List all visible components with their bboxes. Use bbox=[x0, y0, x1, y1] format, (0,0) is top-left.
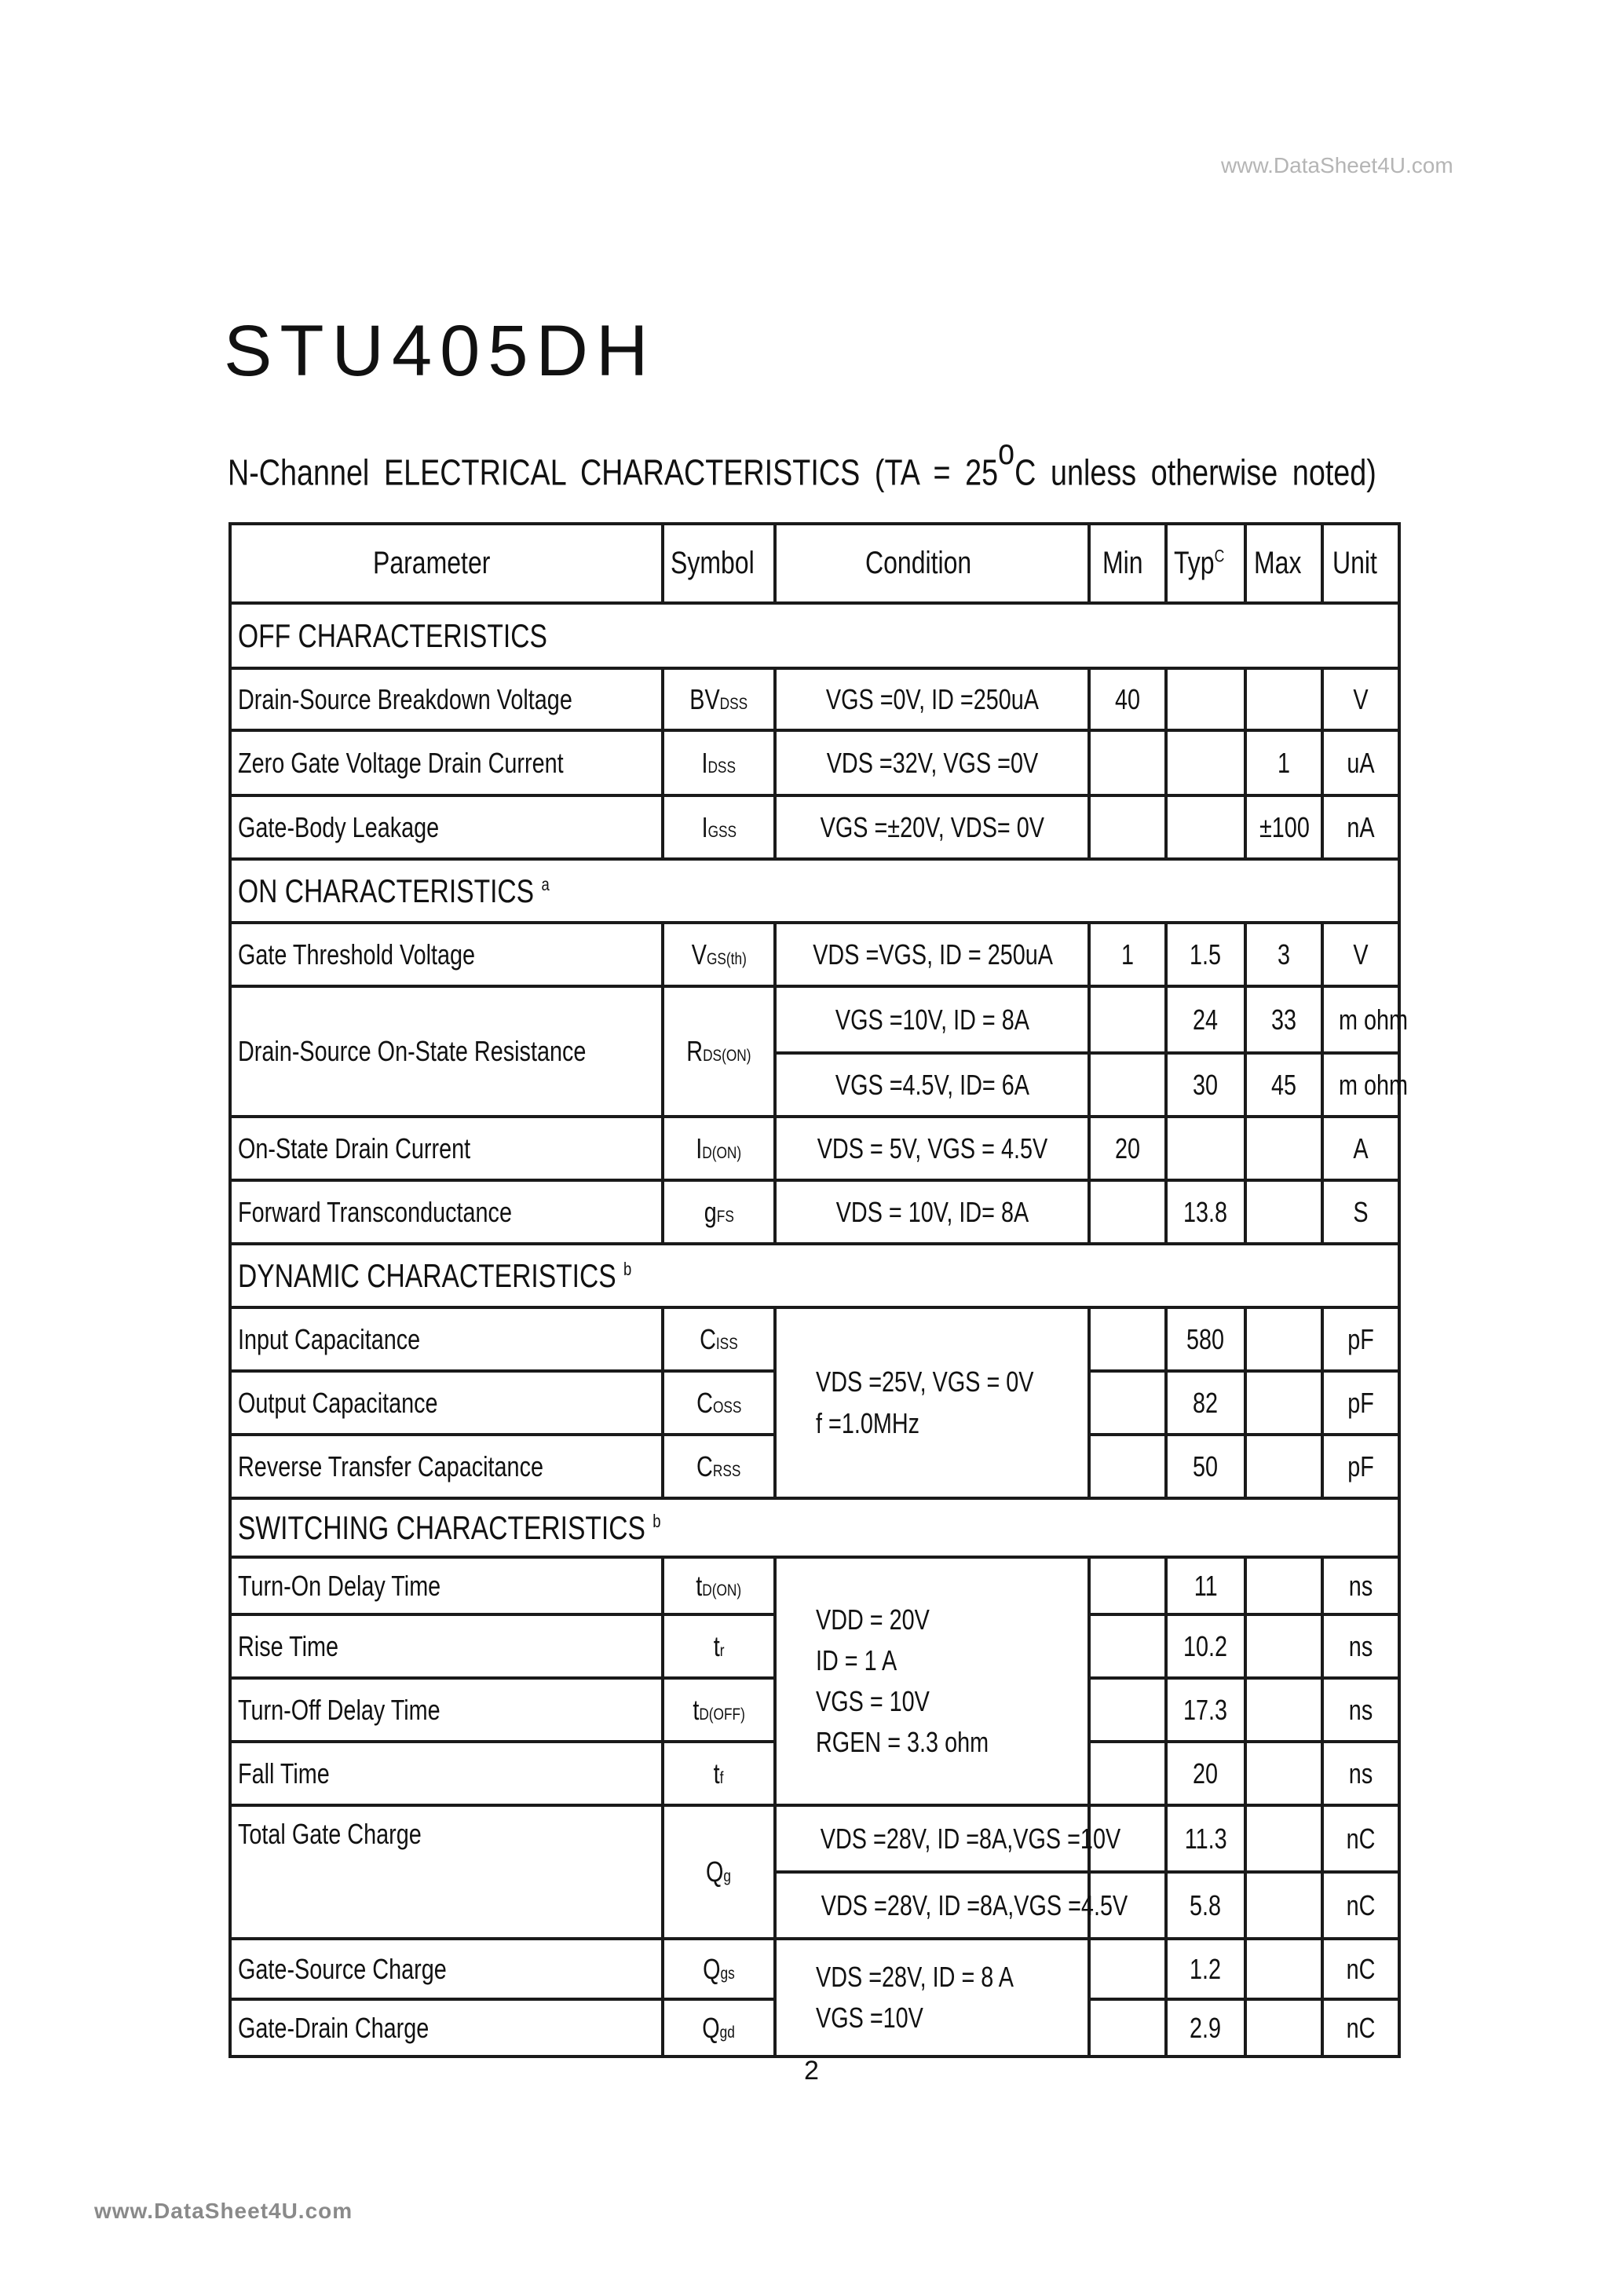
unit-cell: pF bbox=[1322, 1307, 1399, 1371]
condition-cell: VDS = 5V, VGS = 4.5V bbox=[775, 1117, 1089, 1180]
symbol-cell: IGSS bbox=[663, 795, 775, 859]
table-row bbox=[230, 986, 1399, 1053]
symbol-cell: tr bbox=[663, 1614, 775, 1678]
table-row bbox=[230, 1805, 1399, 1872]
header-typ: Typ$^C$ bbox=[1166, 524, 1245, 603]
min-cell bbox=[1089, 795, 1166, 859]
unit-cell: V bbox=[1322, 923, 1399, 986]
typ-cell: 11.3 bbox=[1166, 1805, 1245, 1872]
unit-cell: S bbox=[1322, 1180, 1399, 1244]
min-cell bbox=[1089, 986, 1166, 1053]
parameter-cell: Forward Transconductance bbox=[230, 1180, 663, 1244]
symbol-cell: Qg bbox=[663, 1805, 775, 1939]
condition-cell: VGS =±20V, VDS= 0V bbox=[775, 795, 1089, 859]
table-row bbox=[230, 730, 1399, 795]
max-cell: 45 bbox=[1245, 1053, 1322, 1117]
max-cell bbox=[1245, 1435, 1322, 1498]
section-title: OFF CHARACTERISTICS bbox=[230, 603, 1399, 668]
table-row bbox=[230, 1939, 1399, 1999]
unit-cell: ns bbox=[1322, 1678, 1399, 1742]
max-cell bbox=[1245, 1557, 1322, 1614]
parameter-cell: Gate-Body Leakage bbox=[230, 795, 663, 859]
typ-cell: 11 bbox=[1166, 1557, 1245, 1614]
condition-cell: VGS =10V, ID = 8A bbox=[775, 986, 1089, 1053]
parameter-cell: Drain-Source On-State Resistance bbox=[230, 986, 663, 1117]
symbol-cell: CRSS bbox=[663, 1435, 775, 1498]
typ-cell bbox=[1166, 730, 1245, 795]
table-row bbox=[230, 795, 1399, 859]
unit-cell: nA bbox=[1322, 795, 1399, 859]
unit-cell: pF bbox=[1322, 1435, 1399, 1498]
table-row bbox=[230, 668, 1399, 730]
max-cell: 33 bbox=[1245, 986, 1322, 1053]
max-cell bbox=[1245, 1999, 1322, 2057]
min-cell: 20 bbox=[1089, 1117, 1166, 1180]
typ-cell: 2.9 bbox=[1166, 1999, 1245, 2057]
max-cell bbox=[1245, 1939, 1322, 1999]
condition-cell: VDS =25V, VGS = 0V f =1.0MHz bbox=[775, 1307, 1089, 1498]
unit-cell: nC bbox=[1322, 1872, 1399, 1939]
typ-cell: 10.2 bbox=[1166, 1614, 1245, 1678]
min-cell bbox=[1089, 1939, 1166, 1999]
symbol-cell: Qgd bbox=[663, 1999, 775, 2057]
max-cell: 1 bbox=[1245, 730, 1322, 795]
max-cell bbox=[1245, 1371, 1322, 1435]
typ-cell bbox=[1166, 668, 1245, 730]
table-row bbox=[230, 923, 1399, 986]
condition-cell: VDD = 20V ID = 1 A VGS = 10V RGEN = 3.3 ohm bbox=[775, 1557, 1089, 1805]
parameter-cell: Rise Time bbox=[230, 1614, 663, 1678]
min-cell: 40 bbox=[1089, 668, 1166, 730]
section-row bbox=[230, 1498, 1399, 1557]
table-row bbox=[230, 1180, 1399, 1244]
max-cell bbox=[1245, 1614, 1322, 1678]
min-cell bbox=[1089, 1999, 1166, 2057]
header-row bbox=[230, 524, 1399, 603]
condition-cell: VGS =0V, ID =250uA bbox=[775, 668, 1089, 730]
parameter-cell: Output Capacitance bbox=[230, 1371, 663, 1435]
parameter-cell: Turn-Off Delay Time bbox=[230, 1678, 663, 1742]
condition-cell: VDS = 10V, ID= 8A bbox=[775, 1180, 1089, 1244]
typ-cell: 24 bbox=[1166, 986, 1245, 1053]
min-cell bbox=[1089, 730, 1166, 795]
max-cell bbox=[1245, 1872, 1322, 1939]
symbol-cell: RDS(ON) bbox=[663, 986, 775, 1117]
max-cell: 3 bbox=[1245, 923, 1322, 986]
unit-cell: m ohm bbox=[1322, 986, 1399, 1053]
header-symbol: Symbol bbox=[663, 524, 775, 603]
unit-cell: uA bbox=[1322, 730, 1399, 795]
typ-cell: 580 bbox=[1166, 1307, 1245, 1371]
max-cell bbox=[1245, 1307, 1322, 1371]
unit-cell: pF bbox=[1322, 1371, 1399, 1435]
max-cell bbox=[1245, 668, 1322, 730]
unit-cell: ns bbox=[1322, 1614, 1399, 1678]
watermark-bottom: www.DataSheet4U.com bbox=[94, 2199, 353, 2223]
typ-cell: 5.8 bbox=[1166, 1872, 1245, 1939]
min-cell bbox=[1089, 1678, 1166, 1742]
unit-cell: nC bbox=[1322, 1999, 1399, 2057]
parameter-cell: Input Capacitance bbox=[230, 1307, 663, 1371]
header-max: Max bbox=[1245, 524, 1322, 603]
min-cell bbox=[1089, 1614, 1166, 1678]
subtitle-text: N-Channel ELECTRICAL CHARACTERISTICS (TA = 25 bbox=[228, 452, 999, 493]
header-parameter: Parameter bbox=[230, 524, 663, 603]
max-cell: ±100 bbox=[1245, 795, 1322, 859]
max-cell bbox=[1245, 1117, 1322, 1180]
section-row bbox=[230, 859, 1399, 923]
symbol-cell: gFS bbox=[663, 1180, 775, 1244]
unit-cell: nC bbox=[1322, 1939, 1399, 1999]
min-cell bbox=[1089, 1180, 1166, 1244]
typ-cell: 82 bbox=[1166, 1371, 1245, 1435]
unit-cell: nC bbox=[1322, 1805, 1399, 1872]
table-row bbox=[230, 1117, 1399, 1180]
condition-cell: VDS =28V, ID = 8 A VGS =10V bbox=[775, 1939, 1089, 2057]
parameter-cell: Gate Threshold Voltage bbox=[230, 923, 663, 986]
typ-cell: 30 bbox=[1166, 1053, 1245, 1117]
page-title: STU405DH bbox=[224, 311, 656, 391]
condition-cell: VDS =28V, ID =8A,VGS =10V bbox=[775, 1805, 1089, 1872]
max-cell bbox=[1245, 1805, 1322, 1872]
parameter-cell: Gate-Source Charge bbox=[230, 1939, 663, 1999]
typ-cell: 17.3 bbox=[1166, 1678, 1245, 1742]
min-cell bbox=[1089, 1307, 1166, 1371]
max-cell bbox=[1245, 1180, 1322, 1244]
unit-cell: V bbox=[1322, 668, 1399, 730]
typ-cell bbox=[1166, 1117, 1245, 1180]
symbol-cell: tD(OFF) bbox=[663, 1678, 775, 1742]
typ-cell: 20 bbox=[1166, 1742, 1245, 1805]
min-cell bbox=[1089, 1371, 1166, 1435]
min-cell bbox=[1089, 1557, 1166, 1614]
min-cell bbox=[1089, 1053, 1166, 1117]
typ-cell: 50 bbox=[1166, 1435, 1245, 1498]
symbol-cell: IDSS bbox=[663, 730, 775, 795]
symbol-cell: tf bbox=[663, 1742, 775, 1805]
typ-cell bbox=[1166, 795, 1245, 859]
min-cell bbox=[1089, 1435, 1166, 1498]
parameter-cell: Drain-Source Breakdown Voltage bbox=[230, 668, 663, 730]
condition-cell: VGS =4.5V, ID= 6A bbox=[775, 1053, 1089, 1117]
degree-symbol: o bbox=[998, 431, 1015, 472]
parameter-cell: On-State Drain Current bbox=[230, 1117, 663, 1180]
header-unit: Unit bbox=[1322, 524, 1399, 603]
symbol-cell: CISS bbox=[663, 1307, 775, 1371]
symbol-cell: COSS bbox=[663, 1371, 775, 1435]
section-title: ON CHARACTERISTICS $^a$ bbox=[230, 859, 1399, 923]
electrical-characteristics-table bbox=[228, 522, 1409, 2058]
section-row bbox=[230, 1244, 1399, 1307]
parameter-cell: Zero Gate Voltage Drain Current bbox=[230, 730, 663, 795]
parameter-cell: Fall Time bbox=[230, 1742, 663, 1805]
condition-cell: VDS =VGS, ID = 250uA bbox=[775, 923, 1089, 986]
page-number: 2 bbox=[804, 2056, 819, 2086]
table-row bbox=[230, 1557, 1399, 1614]
parameter-cell: Turn-On Delay Time bbox=[230, 1557, 663, 1614]
parameter-cell: Total Gate Charge bbox=[230, 1805, 663, 1939]
parameter-cell: Gate-Drain Charge bbox=[230, 1999, 663, 2057]
header-min: Min bbox=[1089, 524, 1166, 603]
section-title: DYNAMIC CHARACTERISTICS $^b$ bbox=[230, 1244, 1399, 1307]
symbol-cell: Qgs bbox=[663, 1939, 775, 1999]
parameter-cell: Reverse Transfer Capacitance bbox=[230, 1435, 663, 1498]
unit-cell: ns bbox=[1322, 1557, 1399, 1614]
section-title: SWITCHING CHARACTERISTICS $^b$ bbox=[230, 1498, 1399, 1557]
unit-cell: A bbox=[1322, 1117, 1399, 1180]
table-row bbox=[230, 1307, 1399, 1371]
max-cell bbox=[1245, 1678, 1322, 1742]
max-cell bbox=[1245, 1742, 1322, 1805]
unit-cell: ns bbox=[1322, 1742, 1399, 1805]
symbol-cell: ID(ON) bbox=[663, 1117, 775, 1180]
unit-cell: m ohm bbox=[1322, 1053, 1399, 1117]
typ-cell: 1.5 bbox=[1166, 923, 1245, 986]
symbol-cell: tD(ON) bbox=[663, 1557, 775, 1614]
header-condition: Condition bbox=[775, 524, 1089, 603]
watermark-top: www.DataSheet4U.com bbox=[1221, 153, 1453, 177]
min-cell: 1 bbox=[1089, 923, 1166, 986]
symbol-cell: VGS(th) bbox=[663, 923, 775, 986]
min-cell bbox=[1089, 1742, 1166, 1805]
section-row bbox=[230, 603, 1399, 668]
subtitle-rest: C unless otherwise noted) bbox=[1014, 452, 1376, 493]
condition-cell: VDS =32V, VGS =0V bbox=[775, 730, 1089, 795]
typ-cell: 13.8 bbox=[1166, 1180, 1245, 1244]
typ-cell: 1.2 bbox=[1166, 1939, 1245, 1999]
symbol-cell: BVDSS bbox=[663, 668, 775, 730]
condition-cell: VDS =28V, ID =8A,VGS =4.5V bbox=[775, 1872, 1089, 1939]
subtitle bbox=[228, 431, 1376, 493]
